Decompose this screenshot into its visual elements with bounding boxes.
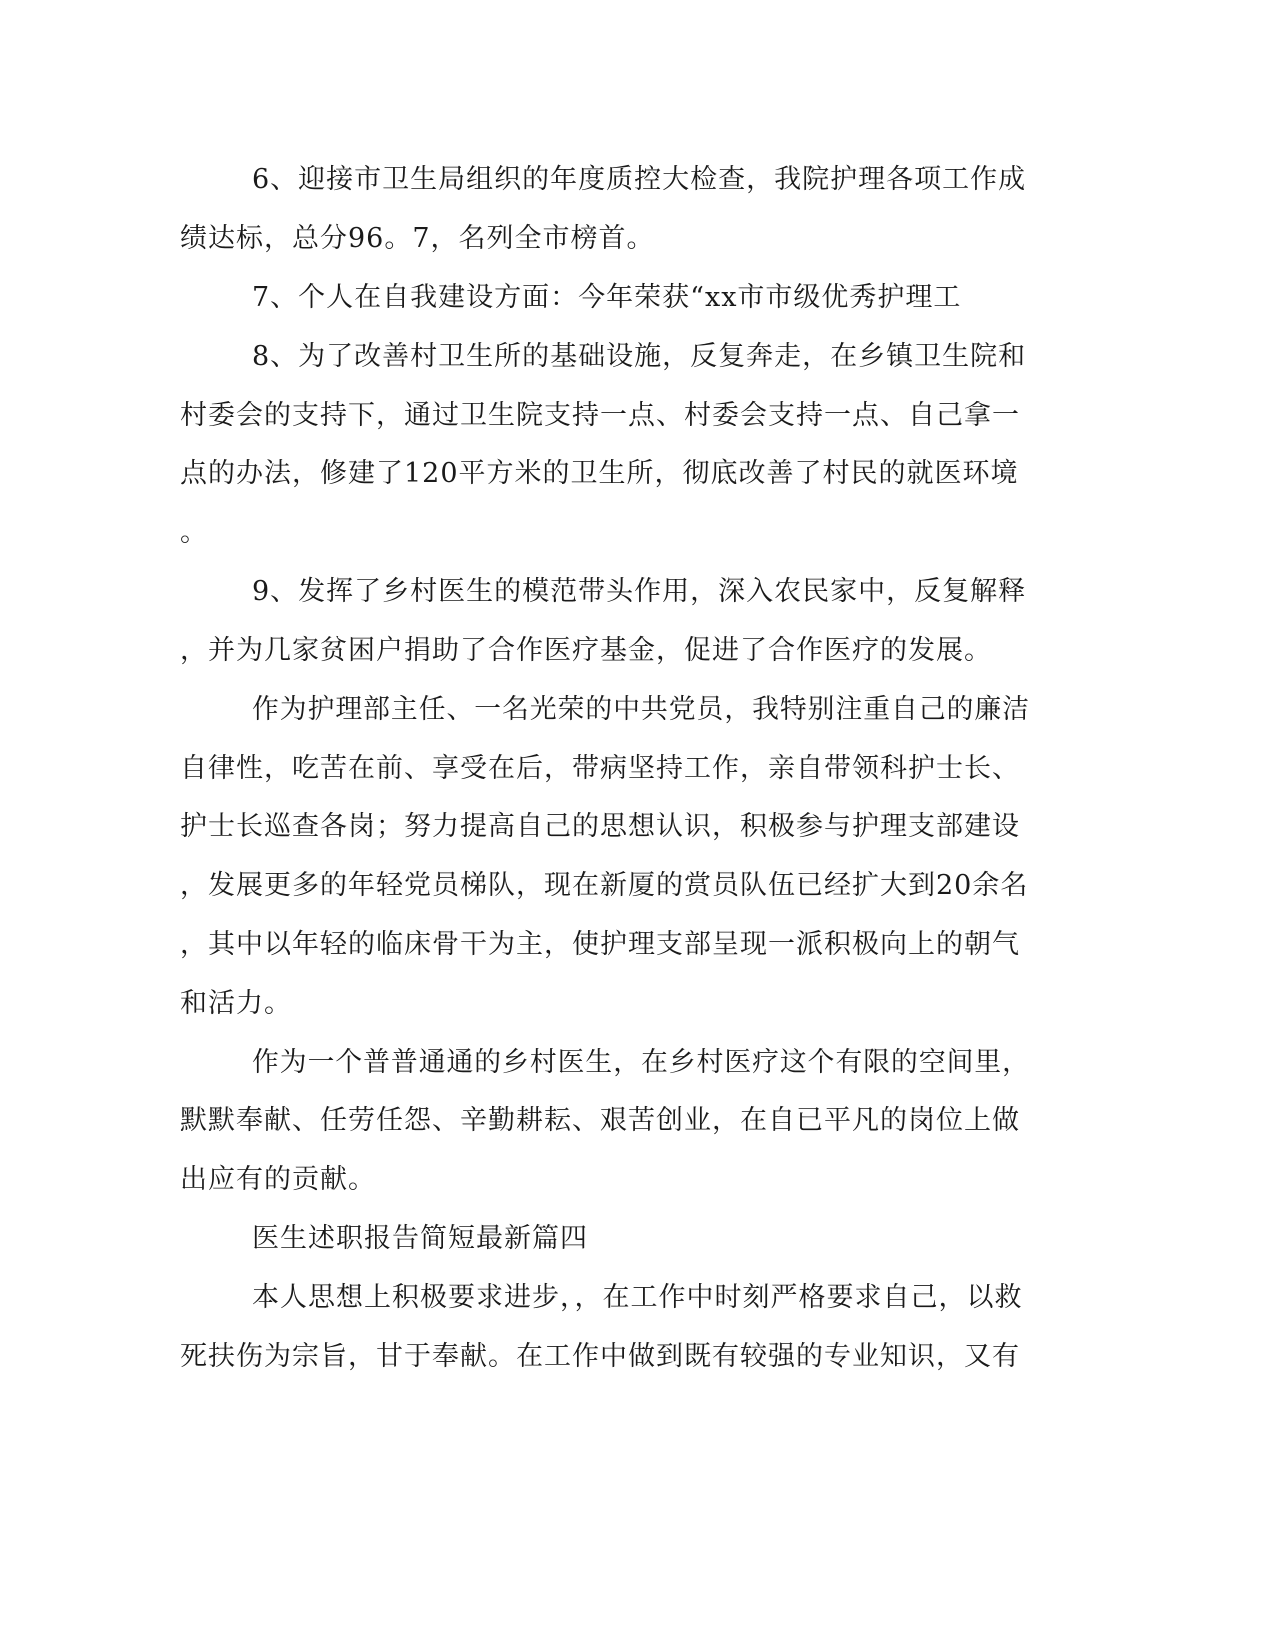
paragraph-line: 6、迎接市卫生局组织的年度质控大检查，我院护理各项工作成 xyxy=(252,164,1027,195)
paragraph-line: 作为一个普普通通的乡村医生，在乡村医疗这个有限的空间里， xyxy=(252,1047,1030,1078)
paragraph-line: 绩达标，总分96。7，名列全市榜首。 xyxy=(180,223,655,254)
paragraph-line: 死扶伤为宗旨，甘于奉献。在工作中做到既有较强的专业知识，又有 xyxy=(180,1341,1020,1372)
paragraph-line: 村委会的支持下，通过卫生院支持一点、村委会支持一点、自己拿一 xyxy=(180,400,1020,431)
paragraph-line: 默默奉献、任劳任怨、辛勤耕耘、艰苦创业，在自已平凡的岗位上做 xyxy=(180,1105,1020,1136)
paragraph-line: 9、发挥了乡村医生的模范带头作用，深入农民家中，反复解释 xyxy=(252,576,1027,607)
paragraph-line: 自律性，吃苦在前、享受在后，带病坚持工作，亲自带领科护士长、 xyxy=(180,753,1020,784)
paragraph-line: 本人思想上积极要求进步，，在工作中时刻严格要求自己，以救 xyxy=(252,1282,1023,1313)
paragraph-line: ，发展更多的年轻党员梯队，现在新厦的赏员队伍已经扩大到20余名 xyxy=(180,870,1029,901)
paragraph-line: 点的办法，修建了120平方米的卫生所，彻底改善了村民的就医环境 xyxy=(180,458,1019,489)
paragraph-line: 7、个人在自我建设方面：今年荣获“xx市市级优秀护理工 xyxy=(252,282,962,313)
paragraph-line: ，并为几家贫困户捐助了合作医疗基金，促进了合作医疗的发展。 xyxy=(180,635,992,666)
paragraph-line: 作为护理部主任、一名光荣的中共党员，我特别注重自己的廉洁 xyxy=(252,694,1030,725)
paragraph-line: 出应有的贡献。 xyxy=(180,1164,376,1195)
paragraph-line: 和活力。 xyxy=(180,988,292,1019)
paragraph-line: 护士长巡查各岗；努力提高自己的思想认识，积极参与护理支部建设 xyxy=(180,811,1020,842)
section-heading: 医生述职报告简短最新篇四 xyxy=(252,1223,588,1254)
paragraph-line: ，其中以年轻的临床骨干为主，使护理支部呈现一派积极向上的朝气 xyxy=(180,929,1020,960)
paragraph-line: 。 xyxy=(180,517,208,548)
paragraph-line: 8、为了改善村卫生所的基础设施，反复奔走，在乡镇卫生院和 xyxy=(252,341,1027,372)
